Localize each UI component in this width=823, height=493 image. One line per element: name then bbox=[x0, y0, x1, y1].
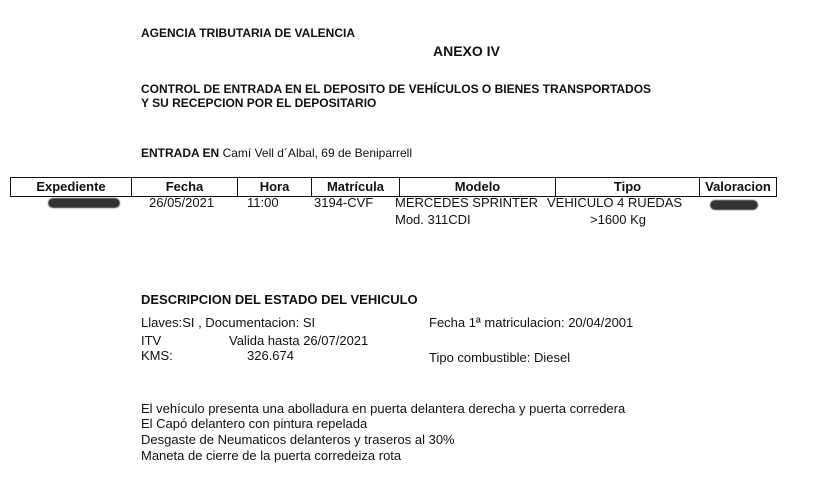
subtitle-line-2: Y SU RECEPCION POR EL DEPOSITARIO bbox=[141, 96, 377, 110]
note-2: El Capó delantero con pintura repelada bbox=[141, 416, 368, 431]
cell-matricula: 3194-CVF bbox=[314, 195, 374, 210]
header-fecha: Fecha bbox=[132, 178, 238, 196]
header-tipo: Tipo bbox=[556, 178, 700, 196]
redacted-valoracion bbox=[710, 200, 758, 210]
redacted-expediente bbox=[48, 198, 120, 208]
first-registration: Fecha 1ª matriculacion: 20/04/2001 bbox=[429, 315, 634, 330]
subtitle-line-1: CONTROL DE ENTRADA EN EL DEPOSITO DE VEHÍCULOS O BIENES TRANSPORTADOS bbox=[141, 82, 652, 96]
header-matricula: Matrícula bbox=[312, 178, 400, 196]
cell-tipo-line-2: >1600 Kg bbox=[590, 212, 647, 227]
entry-label: ENTRADA EN bbox=[141, 146, 220, 160]
note-4: Maneta de cierre de la puerta corredeiza rota bbox=[141, 448, 402, 463]
note-3: Desgaste de Neumaticos delanteros y traseros al 30% bbox=[141, 432, 455, 447]
kms-label: KMS: bbox=[141, 348, 173, 363]
header-expediente: Expediente bbox=[11, 178, 132, 196]
header-hora: Hora bbox=[238, 178, 312, 196]
annex-title: ANEXO IV bbox=[433, 43, 500, 59]
header-modelo: Modelo bbox=[400, 178, 556, 196]
fuel-type: Tipo combustible: Diesel bbox=[429, 350, 571, 365]
cell-tipo-line-1: VEHICULO 4 RUEDAS bbox=[547, 195, 683, 210]
note-1: El vehículo presenta una abolladura en puerta delantera derecha y puerta corredera bbox=[141, 401, 626, 416]
cell-modelo-line-2: Mod. 311CDI bbox=[395, 212, 471, 227]
itv-label: ITV bbox=[141, 333, 162, 348]
cell-hora: 11:00 bbox=[247, 195, 279, 210]
header-valoracion: Valoracion bbox=[700, 178, 777, 196]
entry-address: Camí Vell d´Albal, 69 de Beniparrell bbox=[222, 146, 413, 160]
cell-fecha: 26/05/2021 bbox=[149, 195, 215, 210]
cell-modelo-line-1: MERCEDES SPRINTER bbox=[395, 195, 539, 210]
entry-line bbox=[141, 146, 412, 160]
vehicle-table-header bbox=[10, 177, 777, 197]
agency-title: AGENCIA TRIBUTARIA DE VALENCIA bbox=[141, 26, 355, 40]
keys-docs: Llaves:SI , Documentacion: SI bbox=[141, 315, 316, 330]
itv-value: Valida hasta 26/07/2021 bbox=[229, 333, 369, 348]
kms-value: 326.674 bbox=[247, 348, 294, 363]
description-title: DESCRIPCION DEL ESTADO DEL VEHICULO bbox=[141, 292, 418, 307]
